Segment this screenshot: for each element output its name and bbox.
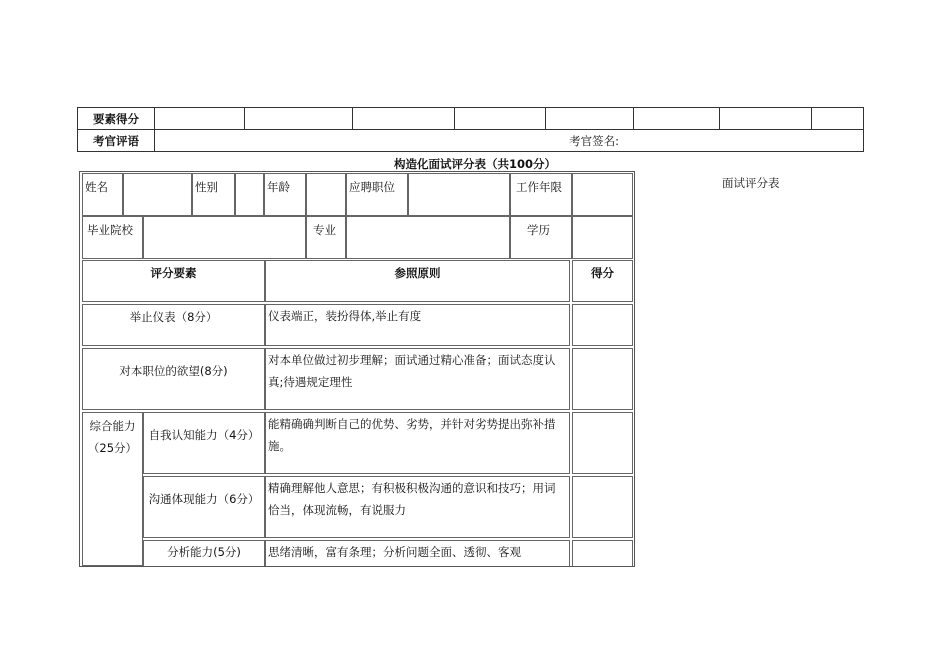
- composite-label-line2: （25分）: [87, 441, 138, 455]
- score-cell[interactable]: [546, 108, 634, 130]
- col-score-header: 得分: [572, 260, 633, 302]
- composite-ability-label: [82, 412, 143, 566]
- score-cell[interactable]: [245, 108, 353, 130]
- col-elements-header: 评分要素: [82, 260, 265, 302]
- comment-row: [78, 130, 864, 152]
- desire-principle-line1: 对本单位做过初步理解；面试通过精心准备；面试态度认: [268, 353, 556, 367]
- age-field[interactable]: [306, 173, 346, 216]
- school-field[interactable]: [143, 216, 306, 259]
- score-cell[interactable]: [455, 108, 546, 130]
- education-field[interactable]: [572, 216, 633, 259]
- element-score-label: 要素得分: [78, 108, 155, 130]
- self-awareness-principle: [265, 412, 570, 474]
- school-label: 毕业院校: [82, 216, 143, 259]
- score-cell[interactable]: [155, 108, 245, 130]
- interview-form: [79, 171, 635, 567]
- position-label: 应聘职位: [346, 173, 408, 216]
- self-awareness-element: 自我认知能力（4分）: [143, 412, 265, 474]
- communication-principle: [265, 476, 570, 538]
- communication-element: 沟通体现能力（6分）: [143, 476, 265, 538]
- analysis-line1: 思绪清晰，富有条理；分析问题全面、透彻、客观: [268, 545, 521, 559]
- position-field[interactable]: [408, 173, 510, 216]
- communication-line1: 精确理解他人意思；有积极积极沟通的意识和技巧；用词: [268, 481, 556, 495]
- education-label: 学历: [510, 216, 572, 259]
- self-awareness-score-cell[interactable]: [572, 412, 633, 474]
- gender-label: 性别: [192, 173, 235, 216]
- gender-field[interactable]: [235, 173, 264, 216]
- analysis-element: 分析能力(5分): [143, 540, 265, 567]
- appearance-principle: 仪表端正，装扮得体,举止有度: [265, 304, 570, 346]
- side-label: 面试评分表: [722, 176, 780, 190]
- communication-score-cell[interactable]: [572, 476, 633, 538]
- work-years-label: 工作年限: [510, 173, 572, 216]
- analysis-score-cell[interactable]: [572, 540, 633, 567]
- signature-label[interactable]: 考官签名:: [155, 130, 864, 152]
- work-years-field[interactable]: [572, 173, 633, 216]
- name-field[interactable]: [123, 173, 192, 216]
- name-label: 姓名: [82, 173, 123, 216]
- self-awareness-line2: 施。: [268, 439, 291, 453]
- desire-principle-line2: 真;待遇规定理性: [268, 375, 353, 389]
- score-cell[interactable]: [634, 108, 720, 130]
- self-awareness-line1: 能精确确判断自己的优势、劣势，并针对劣势提出弥补措: [268, 417, 556, 431]
- comment-label: 考官评语: [78, 130, 155, 152]
- element-score-row: [78, 108, 864, 130]
- appearance-element: 举止仪表（8分）: [82, 304, 265, 346]
- score-cell[interactable]: [812, 108, 864, 130]
- analysis-principle: [265, 540, 570, 567]
- col-principles-header: 参照原则: [265, 260, 570, 302]
- score-cell[interactable]: [353, 108, 455, 130]
- composite-label-line1: 综合能力: [89, 419, 136, 433]
- score-summary-table: [77, 107, 864, 152]
- major-label: 专业: [306, 216, 346, 259]
- communication-line2: 恰当，体现流畅，有说服力: [268, 503, 406, 517]
- age-label: 年龄: [264, 173, 306, 216]
- desire-score-cell[interactable]: [572, 348, 633, 410]
- form-title: 构造化面试评分表（共100分）: [393, 157, 556, 171]
- appearance-score-cell[interactable]: [572, 304, 633, 346]
- major-field[interactable]: [346, 216, 510, 259]
- score-cell[interactable]: [720, 108, 812, 130]
- desire-element: 对本职位的欲望(8分): [82, 348, 265, 410]
- desire-principle: [265, 348, 570, 410]
